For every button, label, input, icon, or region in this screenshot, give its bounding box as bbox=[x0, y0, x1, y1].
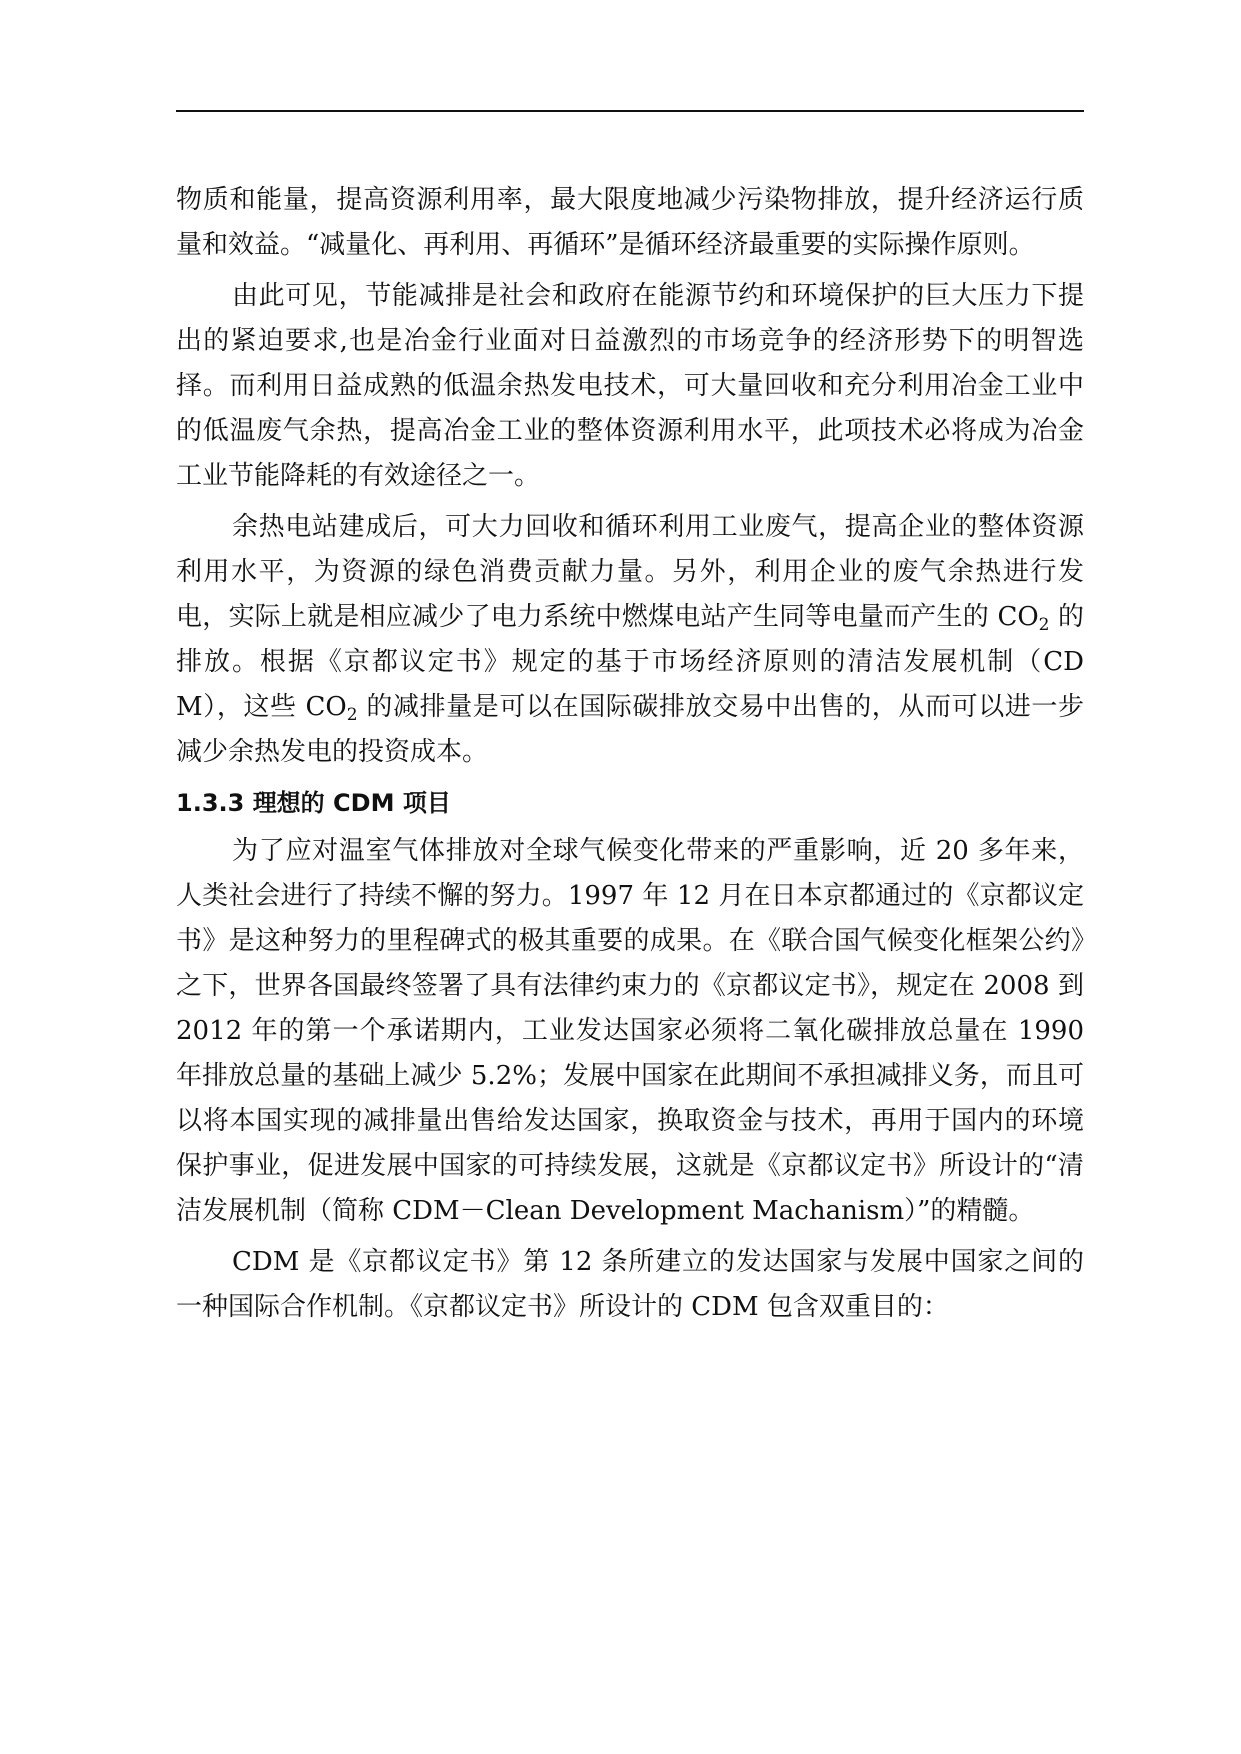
header-rule bbox=[176, 110, 1084, 112]
document-body bbox=[176, 178, 1084, 1336]
subscript: 2 bbox=[346, 705, 358, 725]
subscript: 2 bbox=[1038, 615, 1050, 635]
paragraph-text-segment: 的减排量是可以在国际碳排放交易中出售的，从而可以进一步减少余热发电的投资成本。 bbox=[176, 692, 1084, 767]
paragraph-energy-saving: 由此可见，节能减排是社会和政府在能源节约和环境保护的巨大压力下提出的紧迫要求,也是冶金行业面对日益激烈的市场竞争的经济形势下的明智选择。而利用日益成熟的低温余热发电技术，可大量回收和充分利用冶金工业中的低温废气余热，提高冶金工业的整体资源利用水平，此项技术必将成为冶金工业节能降耗的有效途径之一。 bbox=[176, 281, 1084, 491]
paragraph-waste-heat-station bbox=[176, 505, 1084, 775]
paragraph-circular-economy: 物质和能量，提高资源利用率，最大限度地减少污染物排放，提升经济运行质量和效益。“减量化、再利用、再循环”是循环经济最重要的实际操作原则。 bbox=[176, 185, 1084, 260]
section-heading: 1.3.3 理想的 CDM 项目 bbox=[176, 789, 451, 817]
paragraph-kyoto-protocol: 为了应对温室气体排放对全球气候变化带来的严重影响，近 20 多年来，人类社会进行了持续不懈的努力。1997 年 12 月在日本京都通过的《京都议定书》是这种努力的里程碑式的极其重要的成果。在《联合国气候变化框架公约》之下，世界各国最终签署了具有法律约束力的《京都议定书》，规定在 2008 到 2012 年的第一个承诺期内，工业发达国家必须将二氧化碳排放总量在 1990 年排放总量的基础上减少 5.2%；发展中国家在此期间不承担减排义务，而且可以将本国实现的减排量出售给发达国家，换取资金与技术，再用于国内的环境保护事业，促进发展中国家的可持续发展，这就是《京都议定书》所设计的“清洁发展机制（简称 CDM－Clean Development Machanism）”的精髓。 bbox=[176, 836, 1084, 1226]
paragraph-text-segment: 的排放。根据《京都议定书》规定的基于市场经济原则的清洁发展机制（CDM），这些 CO bbox=[176, 602, 1084, 722]
paragraph-text-segment: 余热电站建成后，可大力回收和循环利用工业废气，提高企业的整体资源利用水平，为资源的绿色消费贡献力量。另外，利用企业的废气余热进行发电，实际上就是相应减少了电力系统中燃煤电站产生同等电量而产生的 CO bbox=[176, 512, 1084, 632]
paragraph-cdm-definition: CDM 是《京都议定书》第 12 条所建立的发达国家与发展中国家之间的一种国际合作机制。《京都议定书》所设计的 CDM 包含双重目的： bbox=[176, 1247, 1084, 1322]
